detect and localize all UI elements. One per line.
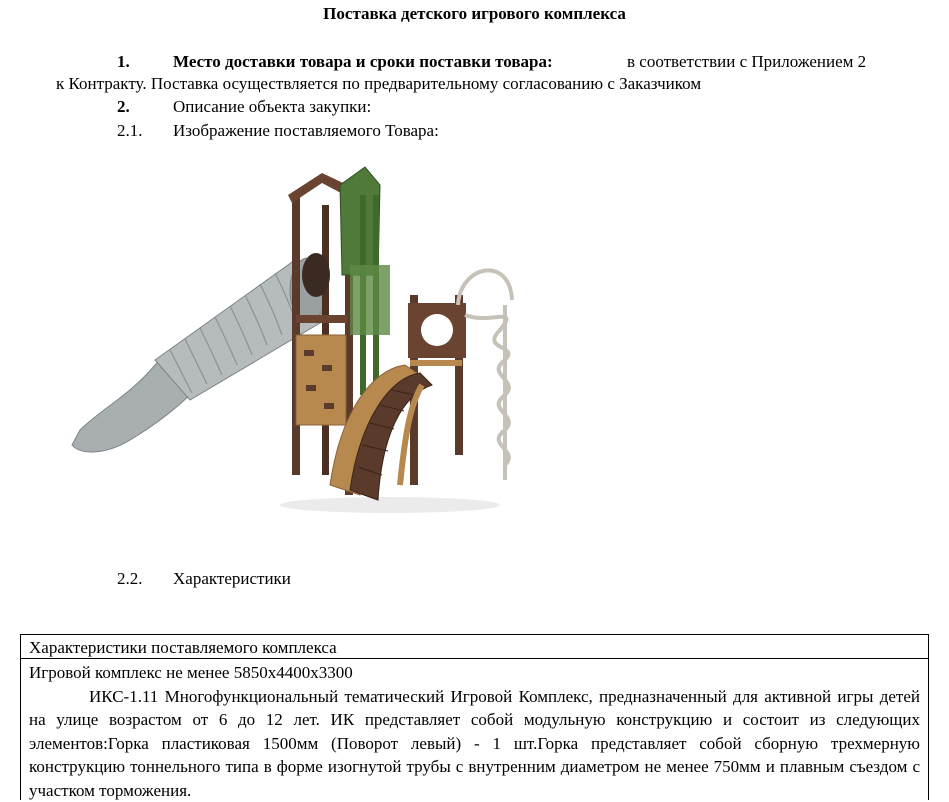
section-2-1-heading: Изображение поставляемого Товара: [173, 120, 439, 142]
table-header: Характеристики поставляемого комплекса [21, 635, 928, 659]
spiral-climber [458, 270, 512, 480]
specifications-table [20, 634, 929, 800]
table-paragraph-description: ИКС-1.11 Многофункциональный тематический Игровой Комплекс, предназначенный для активной игры детей на улице возрастом от 6 до 12 лет. ИК представляет собой модульную конструкцию и состоит из следующих элементов:Горка пластиковая 1500мм (Поворот левый) - 1 шт.Горка представляет собой сборную трехмерную конструкцию тоннельного типа в форме изогнутой трубы с внутренним диаметром не менее 750мм и плавным съездом с участком торможения. [29, 685, 920, 802]
section-1-number: 1. [117, 51, 130, 73]
section-2-number: 2. [117, 96, 130, 118]
section-2-1-number: 2.1. [117, 120, 143, 142]
table-row-dimensions: Игровой комплекс не менее 5850х4400х3300 [29, 661, 920, 685]
section-1-heading: Место доставки товара и сроки поставки товара: [173, 51, 553, 73]
section-2-heading: Описание объекта закупки: [173, 96, 371, 118]
playground-illustration [60, 155, 540, 535]
section-2-2-heading: Характеристики [173, 568, 291, 590]
section-1-text-line1: в соответствии с Приложением 2 [627, 51, 866, 73]
table-body [21, 659, 928, 802]
tunnel-slide [72, 258, 326, 452]
document-title: Поставка детского игрового комплекса [0, 4, 949, 24]
section-1-text-line2: к Контракту. Поставка осуществляется по предварительному согласованию с Заказчиком [56, 73, 701, 95]
section-2-2-number: 2.2. [117, 568, 143, 590]
